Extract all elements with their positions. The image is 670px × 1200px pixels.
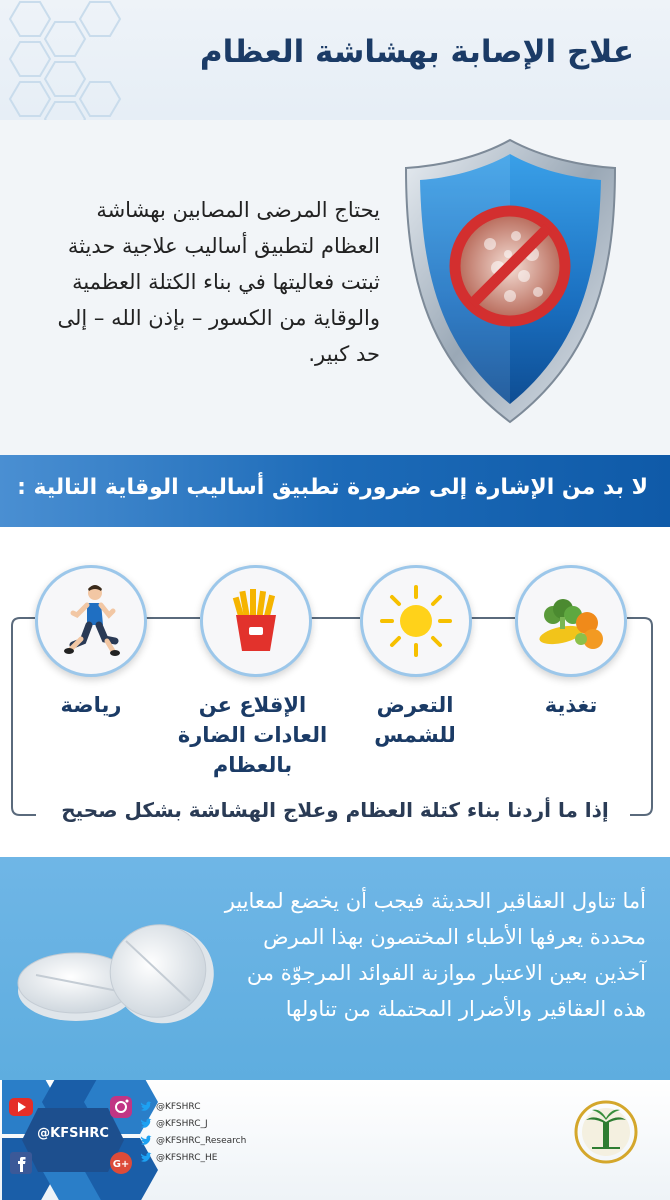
sun-icon (376, 581, 456, 661)
medication-paragraph: أما تناول العقاقير الحديثة فيجب أن يخضع لمعايير محددة يعرفها الأطباء المختصون بهذا المرض آخذين بعين الاعتبار موازنة الفوائد المرجوّة من هذه العقاقير والأضرار المحتملة من تناولها (224, 889, 646, 1021)
method-label-exercise: رياضة (60, 693, 122, 717)
fries-icon (216, 581, 296, 661)
page-title: علاج الإصابة بهشاشة العظام (199, 34, 634, 70)
method-label-habits: الإقلاع عن العادات الضارة بالعظام (177, 693, 328, 777)
intro-paragraph: يحتاج المرضى المصابين بهشاشة العظام لتطبيق أساليب علاجية حديثة ثبتت فعاليتها في بناء الكتلة العظمية والوقاية من الكسور – بإذن الله – إلى حد كبير. (57, 198, 380, 366)
handle-text: @KFSHRC (156, 1101, 201, 1112)
conclusion-text: إذا ما أردنا بناء كتلة العظام وعلاج الهشاشة بشكل صحيح (61, 798, 609, 822)
youtube-icon[interactable] (4, 1090, 38, 1124)
sun-circle (360, 565, 472, 677)
food-icon (531, 581, 611, 661)
twitter-icon (140, 1152, 152, 1164)
handle-row[interactable] (140, 1115, 290, 1132)
handle-row[interactable] (140, 1149, 290, 1166)
handle-row[interactable] (140, 1098, 290, 1115)
method-label-sun: التعرض للشمس (374, 693, 456, 747)
intro-section (0, 120, 670, 455)
banner-text: لا بد من الإشارة إلى ضرورة تطبيق أساليب الوقاية التالية : (17, 475, 648, 500)
handle-text: @KFSHRC_Research (156, 1135, 247, 1146)
twitter-icon (140, 1101, 152, 1113)
instagram-icon[interactable] (104, 1090, 138, 1124)
googleplus-icon[interactable] (104, 1146, 138, 1180)
shield-bone-icon (398, 136, 623, 426)
nutrition-circle (515, 565, 627, 677)
exercise-circle (35, 565, 147, 677)
prevention-methods (0, 527, 670, 857)
pills-icon (14, 911, 224, 1031)
center-handle: @KFSHRC (37, 1126, 109, 1141)
prevention-banner (0, 455, 670, 527)
method-label-nutrition: تغذية (544, 693, 598, 717)
header (0, 0, 670, 120)
svg-text:G+: G+ (112, 1159, 130, 1170)
handle-text: @KFSHRC_J (156, 1118, 208, 1129)
hospital-logo (556, 1092, 656, 1190)
habits-circle (200, 565, 312, 677)
facebook-icon[interactable] (4, 1146, 38, 1180)
twitter-icon (140, 1135, 152, 1147)
medication-section (0, 857, 670, 1080)
handle-text: @KFSHRC_HE (156, 1152, 218, 1163)
social-handles (140, 1098, 290, 1166)
runner-icon (51, 581, 131, 661)
handle-row[interactable] (140, 1132, 290, 1149)
twitter-icon (140, 1118, 152, 1130)
footer (0, 1080, 670, 1200)
